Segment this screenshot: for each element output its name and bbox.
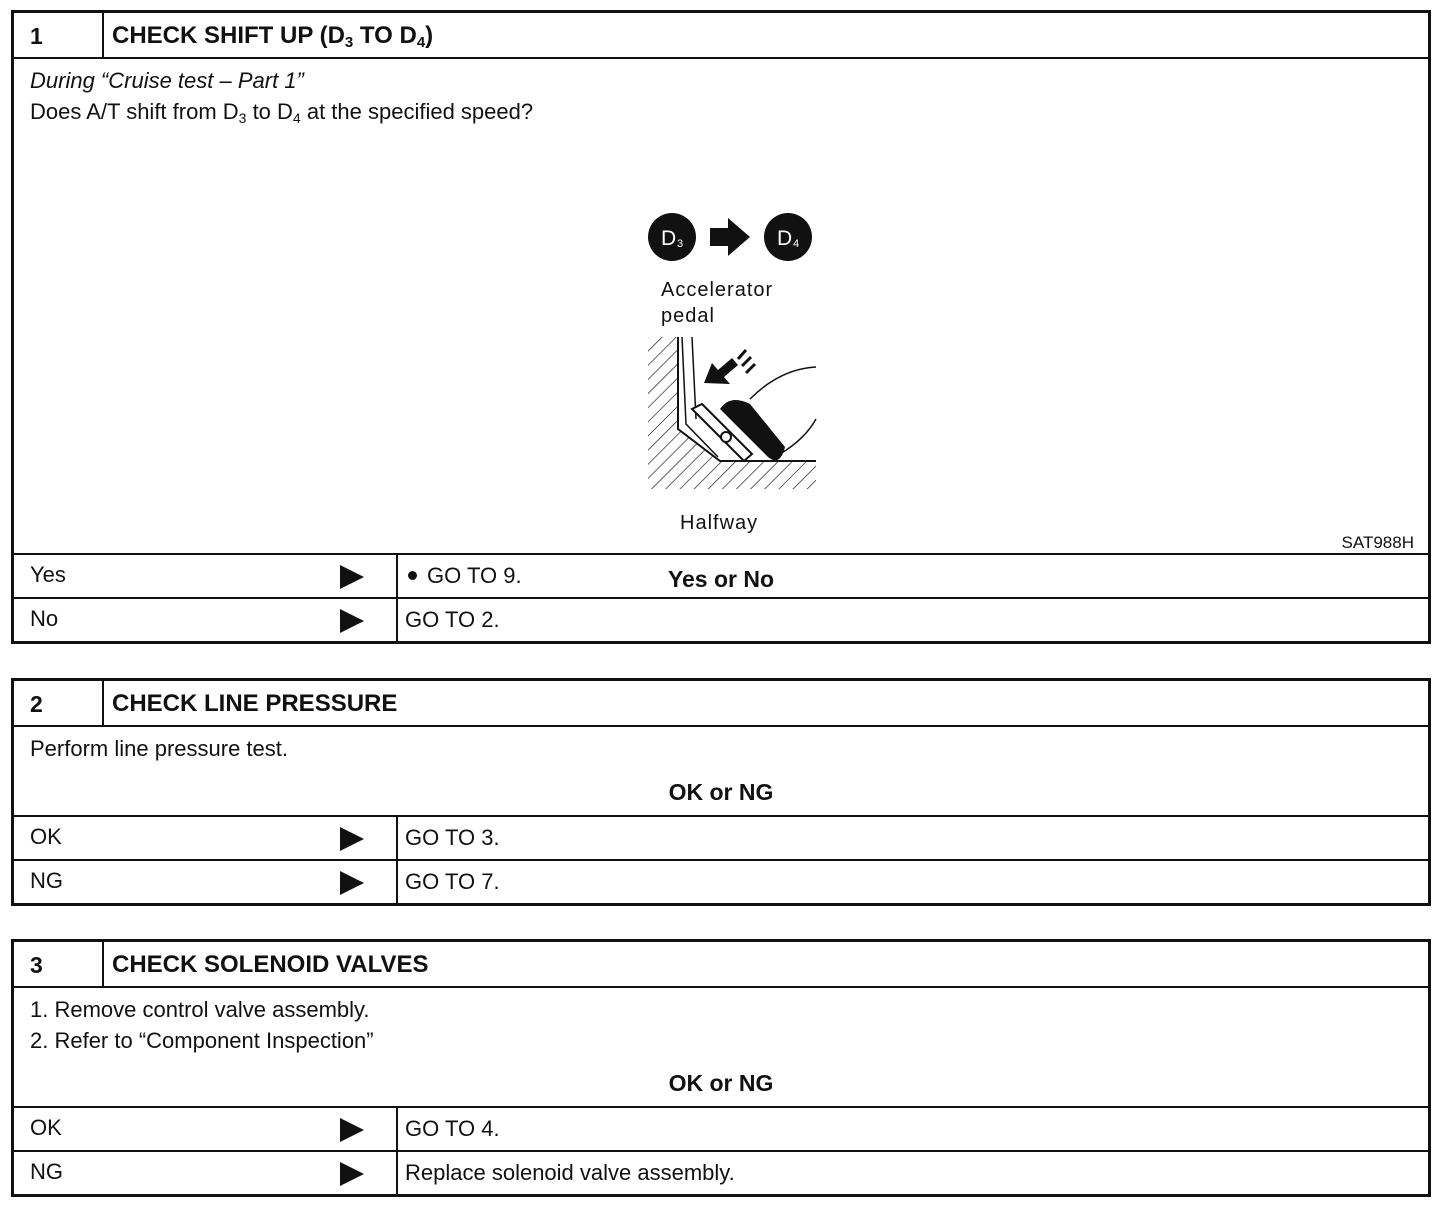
answer-row-ok — [14, 1108, 1428, 1152]
question-text: Does A/T shift from $D_3$ to $D_4$ at the specified speed? — [30, 99, 534, 126]
arrow-right-icon — [340, 827, 364, 851]
answer-label: NG — [14, 1152, 398, 1194]
d4-circle-icon — [764, 213, 812, 261]
answer-result: GO TO 2. — [405, 607, 500, 632]
answer-result: GO TO 7. — [405, 869, 500, 894]
answer-label: No — [14, 599, 398, 641]
answer-row-yes — [14, 555, 1428, 599]
answer-row-no — [14, 599, 1428, 641]
arrow-right-icon — [340, 565, 364, 589]
question-label: OK or NG — [668, 779, 774, 805]
step-2-header — [14, 681, 1428, 727]
step-number: 2 — [14, 681, 104, 725]
figure-code: SAT988H — [1341, 533, 1414, 552]
svg-text:D: D — [777, 227, 793, 250]
answer-label: OK — [14, 1108, 398, 1150]
question-label: Yes or No — [667, 566, 775, 592]
step-title: CHECK SHIFT UP ($D_3$ TO $D_4$) — [112, 22, 434, 51]
answer-row-ng — [14, 1152, 1428, 1194]
instruction-line: During “Cruise test – Part 1” — [30, 68, 304, 93]
step-number: 3 — [14, 942, 104, 986]
question-label: OK or NG — [668, 1070, 774, 1096]
arrow-right-icon — [340, 1162, 364, 1186]
svg-text:D: D — [661, 227, 677, 250]
answer-label: Yes — [14, 555, 398, 597]
step-title: CHECK SOLENOID VALVES — [112, 951, 429, 978]
step-2-box — [11, 678, 1431, 906]
svg-text:4: 4 — [793, 238, 800, 250]
instruction-line-2: 2. Refer to “Component Inspection” — [30, 1028, 374, 1053]
instruction-line: Perform line pressure test. — [30, 736, 288, 761]
figure-caption: Halfway — [680, 512, 759, 534]
answer-label: NG — [14, 861, 398, 903]
step-3-box — [11, 939, 1431, 1197]
step-title: CHECK LINE PRESSURE — [112, 690, 398, 717]
answer-result: GO TO 3. — [405, 825, 500, 850]
step-3-header — [14, 942, 1428, 988]
answer-row-ng — [14, 861, 1428, 903]
answer-result: GO TO 9. — [398, 555, 1428, 597]
bullet-icon — [408, 571, 417, 580]
arrow-right-icon — [340, 871, 364, 895]
step-number: 1 — [14, 13, 104, 57]
arrow-right-icon — [340, 1118, 364, 1142]
instruction-line-1: 1. Remove control valve assembly. — [30, 997, 370, 1022]
pedal-label-line1: Accelerator — [661, 279, 774, 301]
answer-result: Replace solenoid valve assembly. — [405, 1160, 735, 1185]
step-1-box — [11, 10, 1431, 644]
step-3-body — [14, 988, 1428, 1108]
answer-row-ok — [14, 817, 1428, 861]
arrow-right-icon — [340, 609, 364, 633]
answer-result: GO TO 4. — [405, 1116, 500, 1141]
right-arrow-icon — [710, 218, 750, 256]
d3-circle-icon — [648, 213, 696, 261]
accelerator-pedal-figure — [620, 209, 880, 519]
step-1-header — [14, 13, 1428, 59]
step-2-body — [14, 727, 1428, 817]
pedal-label-line2: pedal — [661, 305, 715, 327]
pedal-drawing — [648, 337, 816, 489]
answer-label: OK — [14, 817, 398, 859]
svg-text:3: 3 — [677, 238, 684, 250]
